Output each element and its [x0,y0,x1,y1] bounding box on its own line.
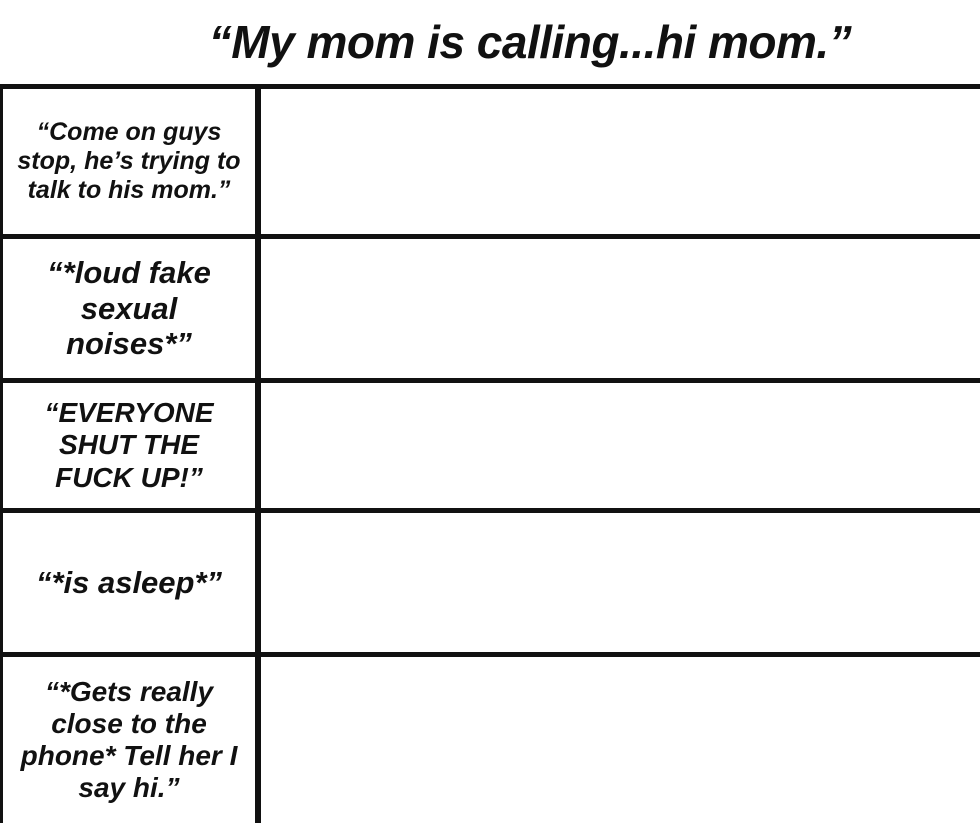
row-label-2: “*loud fake sexual noises*” [47,255,211,362]
answer-cell-2[interactable] [261,239,980,378]
answer-cell-4[interactable] [261,513,980,652]
answer-cell-1[interactable] [261,89,980,234]
row-label-1: “Come on guys stop, he’s trying to talk to his mom.” [17,118,241,204]
row-label-3: “EVERYONE SHUT THE FUCK UP!” [44,397,214,493]
row-label-5: “*Gets really close to the phone* Tell her I say hi.” [20,675,238,804]
chart-title: “My mom is calling...hi mom.” [208,16,852,68]
answer-cell-5[interactable] [261,657,980,823]
answer-cell-3[interactable] [261,383,980,508]
row-label-4: “*is asleep*” [35,564,223,600]
